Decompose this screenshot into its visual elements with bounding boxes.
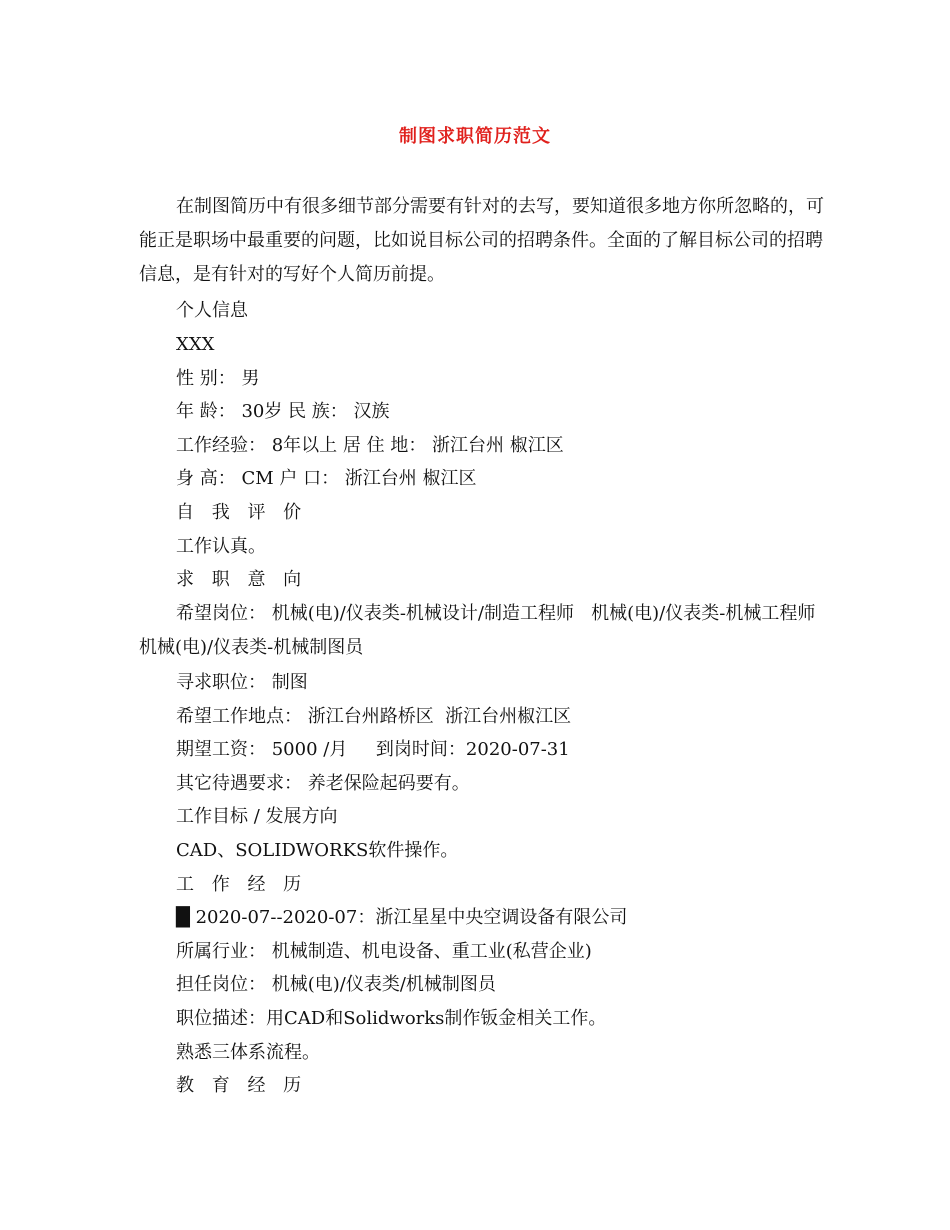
desired-location: 希望工作地点： 浙江台州路桥区 浙江台州椒江区 bbox=[176, 706, 572, 727]
job-period-line: █ 2020-07--2020-07：浙江星星中央空调设备有限公司 bbox=[176, 907, 628, 928]
personal-info-heading: 个人信息 bbox=[176, 300, 248, 321]
age-ethnicity-line: 年 龄： 30岁 民 族： 汉族 bbox=[176, 401, 390, 422]
goal-text: CAD、SOLIDWORKS软件操作。 bbox=[176, 840, 459, 861]
seeking-position: 寻求职位： 制图 bbox=[176, 672, 308, 693]
intro-paragraph: 在制图简历中有很多细节部分需要有针对的去写，要知道很多地方你所忽略的，可能正是职场中最重要的问题，比如说目标公司的招聘条件。全面的了解目标公司的招聘信息，是有针对的写好个人简历前提。 bbox=[139, 196, 824, 285]
desired-positions: 希望岗位： 机械(电)/仪表类-机械设计/制造工程师 机械(电)/仪表类-机械工程师 机械(电)/仪表类-机械制图员 bbox=[139, 603, 833, 658]
name-line: XXX bbox=[176, 334, 215, 355]
salary-date-line: 期望工资： 5000 /月 到岗时间：2020-07-31 bbox=[176, 739, 570, 760]
industry-line: 所属行业： 机械制造、机电设备、重工业(私营企业) bbox=[176, 941, 592, 962]
self-eval-text: 工作认真。 bbox=[176, 536, 266, 557]
experience-residence-line: 工作经验： 8年以上 居 住 地： 浙江台州 椒江区 bbox=[176, 435, 564, 456]
description-line-2: 熟悉三体系流程。 bbox=[176, 1042, 320, 1063]
gender-line: 性 别： 男 bbox=[176, 368, 260, 389]
education-heading: 教 育 经 历 bbox=[176, 1075, 308, 1096]
page-title: 制图求职简历范文 bbox=[399, 126, 551, 147]
intent-heading: 求 职 意 向 bbox=[176, 569, 308, 590]
benefits-line: 其它待遇要求： 养老保险起码要有。 bbox=[176, 773, 470, 794]
self-eval-heading: 自 我 评 价 bbox=[176, 502, 308, 523]
goal-heading: 工作目标 / 发展方向 bbox=[176, 806, 338, 827]
position-line: 担任岗位： 机械(电)/仪表类/机械制图员 bbox=[176, 974, 496, 995]
description-line: 职位描述：用CAD和Solidworks制作钣金相关工作。 bbox=[176, 1008, 607, 1029]
height-hukou-line: 身 高： CM 户 口： 浙江台州 椒江区 bbox=[176, 468, 477, 489]
work-heading: 工 作 经 历 bbox=[176, 874, 308, 895]
